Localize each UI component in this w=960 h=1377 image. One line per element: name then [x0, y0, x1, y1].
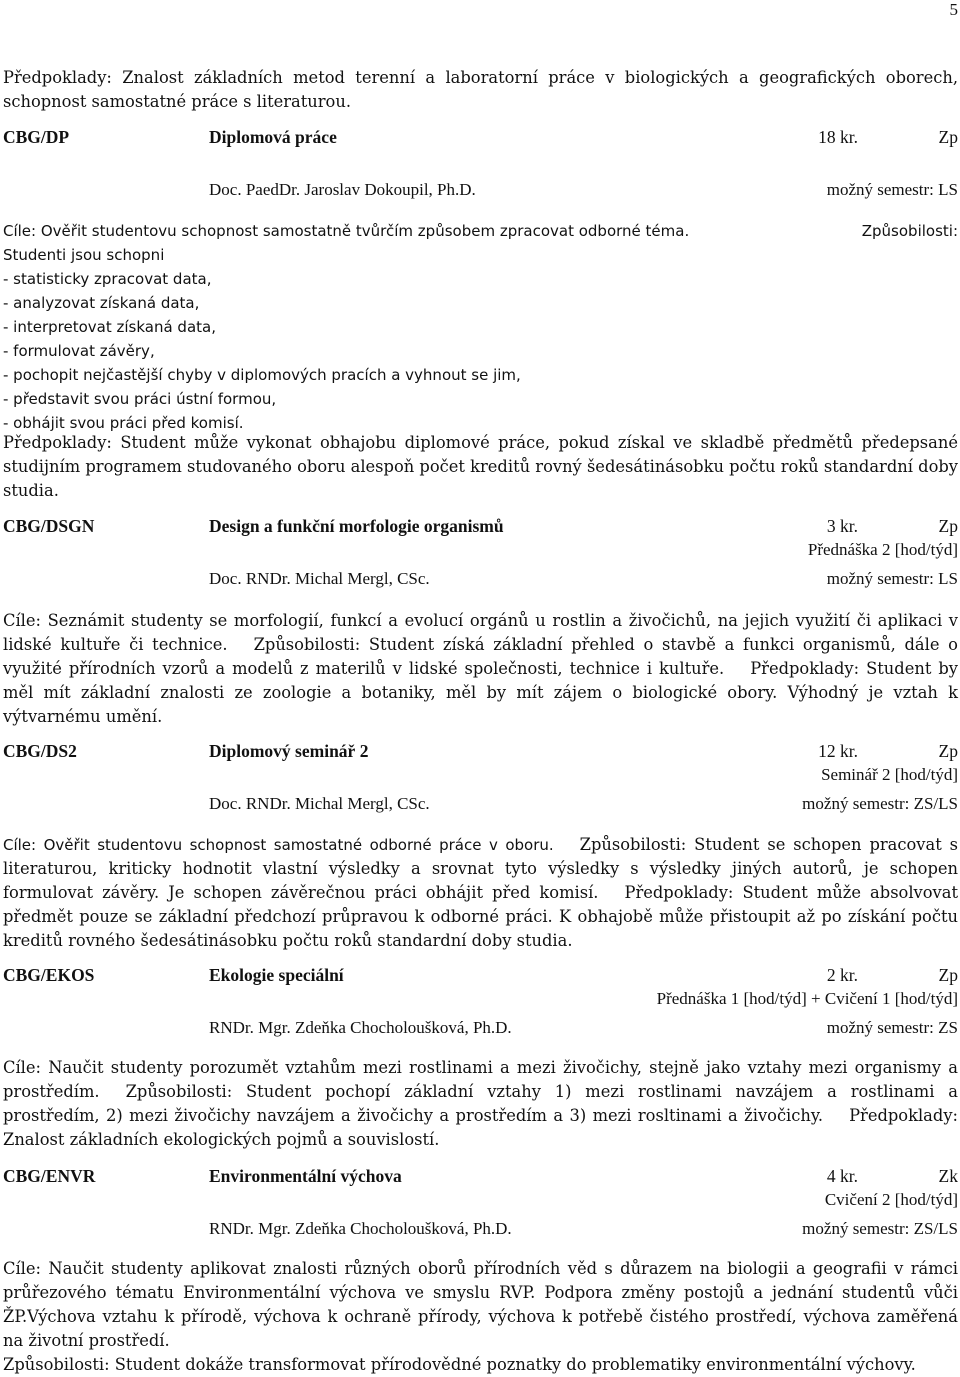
list-item: - formulovat závěry, [3, 342, 155, 360]
course-teacher-row-dsgn [3, 567, 958, 591]
course-title: Design a funkční morfologie organismů [209, 516, 504, 536]
abilities-label: Způsobilosti: [861, 222, 958, 240]
course-credits: 3 kr. [826, 516, 858, 536]
course-goals-envr: Cíle: Naučit studenty aplikovat znalosti různých oborů přírodních věd s důrazem na biologii a geografii v rámci průřezového tématu Environmentální výchova ve smyslu RVP. Podpora změny postojů a jednání studentů vůči ŽP.Výchova vztahu k přírodě, výchova k ochraně přírody, výchova k potřebě čistého prostředí, výchova zaměřená na životní prostředí. [3, 1259, 958, 1350]
course-teacher: RNDr. Mgr. Zdeňka Chocholoušková, Ph.D. [209, 1219, 512, 1238]
course-hours-row-envr [3, 1188, 958, 1212]
abilities-text: Způsobilosti: Student se schopen pracovat s literaturou, kriticky hodnotit vlastní výsledky a srovnat tyto výsledky s výsledky jiných autorů, je schopen formulovat závěry. Je schopen závěrečnou práci obhájit před komisí. [3, 835, 958, 902]
page-number: 5 [949, 0, 958, 19]
course-semester: možný semestr: ZS/LS [802, 1219, 958, 1238]
course-abilities-list-dp [3, 243, 958, 435]
course-header-dsgn [3, 514, 958, 538]
course-teacher-row-ds2 [3, 792, 958, 816]
course-teacher-row-ekos [3, 1016, 958, 1040]
course-goals-dp [3, 219, 958, 243]
course-teacher: Doc. RNDr. Michal Mergl, CSc. [209, 569, 430, 588]
course-title: Environmentální výchova [209, 1166, 402, 1186]
course-header-dp [3, 125, 958, 149]
goals-text: Cíle: Ověřit studentovu schopnost samostatné odborné práce v oboru. [3, 836, 554, 854]
goals-text: Cíle: Naučit studenty porozumět vztahům mezi rostlinami a mezi živočichy, stejně jako vztahy mezi organismy a prostředím. [3, 1058, 958, 1101]
course-semester: možný semestr: LS [826, 569, 958, 588]
course-code: CBG/DS2 [3, 741, 77, 761]
course-description-ekos [3, 1056, 958, 1152]
course-semester: možný semestr: ZS [826, 1018, 958, 1037]
course-teacher: RNDr. Mgr. Zdeňka Chocholoušková, Ph.D. [209, 1018, 512, 1037]
list-item: - představit svou práci ústní formou, [3, 390, 277, 408]
course-code: CBG/EKOS [3, 965, 95, 985]
course-credits: 12 kr. [818, 741, 858, 761]
course-semester: možný semestr: ZS/LS [802, 794, 958, 813]
prerequisites-text: Předpoklady: Znalost základních ekologických pojmů a souvislostí. [3, 1106, 958, 1149]
course-header-ekos [3, 963, 958, 987]
course-hours-row-ekos [3, 987, 958, 1011]
course-title: Diplomová práce [209, 127, 337, 147]
list-item: - interpretovat získaná data, [3, 318, 216, 336]
abilities-text: Způsobilosti: Student pochopí základní vztahy 1) mezi rostlinami navzájem a rostlinami a prostředím, 2) mezi živočichy navzájem a živočichy a prostředím a 3) mezi rosltinami a živočichy. [3, 1082, 958, 1125]
list-item: - obhájit svou práci před komisí. [3, 414, 244, 432]
prerequisites-text: Předpoklady: Student může absolvovat předmět pouze se základní předchozí průpravou k odborné práci. K obhajobě může přistoupit až po získání počtu kreditů rovného šedesátinásobku počtu roků standardní doby studia. [3, 883, 959, 950]
list-item: - analyzovat získaná data, [3, 294, 200, 312]
intro-prerequisites: Předpoklady: Znalost základních metod terenní a laboratorní práce v biologických a geografických oborech, schopnost samostatné práce s literaturou. [3, 68, 958, 111]
list-item: - pochopit nejčastější chyby v diplomových pracích a vyhnout se jim, [3, 366, 521, 384]
course-title: Diplomový seminář 2 [209, 741, 369, 761]
course-code: CBG/DSGN [3, 516, 95, 536]
list-intro: Studenti jsou schopni [3, 246, 165, 264]
course-credits: 4 kr. [826, 1166, 858, 1186]
course-credits: 18 kr. [818, 127, 858, 147]
course-teacher: Doc. PaedDr. Jaroslav Dokoupil, Ph.D. [209, 180, 476, 199]
course-credits: 2 kr. [826, 965, 858, 985]
course-completion: Zp [938, 965, 958, 985]
course-title: Ekologie speciální [209, 965, 344, 985]
course-hours: Seminář 2 [hod/týd] [821, 765, 958, 784]
course-code: CBG/ENVR [3, 1166, 96, 1186]
course-completion: Zp [938, 127, 958, 147]
course-hours-row-dsgn [3, 538, 958, 562]
course-semester: možný semestr: LS [826, 180, 958, 199]
course-teacher-row-envr [3, 1217, 958, 1241]
course-completion: Zp [938, 741, 958, 761]
course-code: CBG/DP [3, 127, 70, 147]
course-prerequisites-dp: Předpoklady: Student může vykonat obhajobu diplomové práce, pokud získal ve skladbě předmětů předepsané studijním programem studovaného oboru alespoň počet kreditů rovný šedesátinásobku počtu roků standardní doby studia. [3, 433, 958, 500]
course-teacher-row-dp [3, 178, 958, 202]
course-description-ds2 [3, 833, 958, 953]
goals-text: Cíle: Ověřit studentovu schopnost samostatně tvůrčím způsobem zpracovat odborné téma. [3, 222, 690, 240]
course-hours-row-ds2 [3, 763, 958, 787]
course-hours: Cvičení 2 [hod/týd] [824, 1190, 958, 1209]
course-hours: Přednáška 1 [hod/týd] + Cvičení 1 [hod/týd] [656, 989, 958, 1008]
abilities-text: Způsobilosti: Student získá základní přehled o stavbě a funkci organismů, dále o využité přírodních vzorů a modelů z materilů v lidské společnosti, technice i kultuře. [3, 635, 958, 678]
goals-text: Cíle: Seznámit studenty se morfologií, funkcí a evolucí orgánů u rostlin a živočichů, na jejich využití či aplikaci v lidské kultuře či technice. [3, 611, 958, 654]
course-header-ds2 [3, 739, 958, 763]
course-teacher: Doc. RNDr. Michal Mergl, CSc. [209, 794, 430, 813]
course-description-dsgn [3, 609, 958, 729]
course-completion: Zk [938, 1166, 958, 1186]
course-hours: Přednáška 2 [hod/týd] [807, 540, 958, 559]
course-completion: Zp [938, 516, 958, 536]
course-abilities-envr: Způsobilosti: Student dokáže transformovat přírodovědné poznatky do problematiky environmentální výchovy. [3, 1355, 916, 1374]
list-item: - statisticky zpracovat data, [3, 270, 212, 288]
prerequisites-text: Předpoklady: Student by měl mít základní znalosti ze zoologie a botaniky, měl by mít zájem o biologické obory. Výhodný je vztah k výtvarnému umění. [3, 659, 958, 726]
course-header-envr [3, 1164, 958, 1188]
